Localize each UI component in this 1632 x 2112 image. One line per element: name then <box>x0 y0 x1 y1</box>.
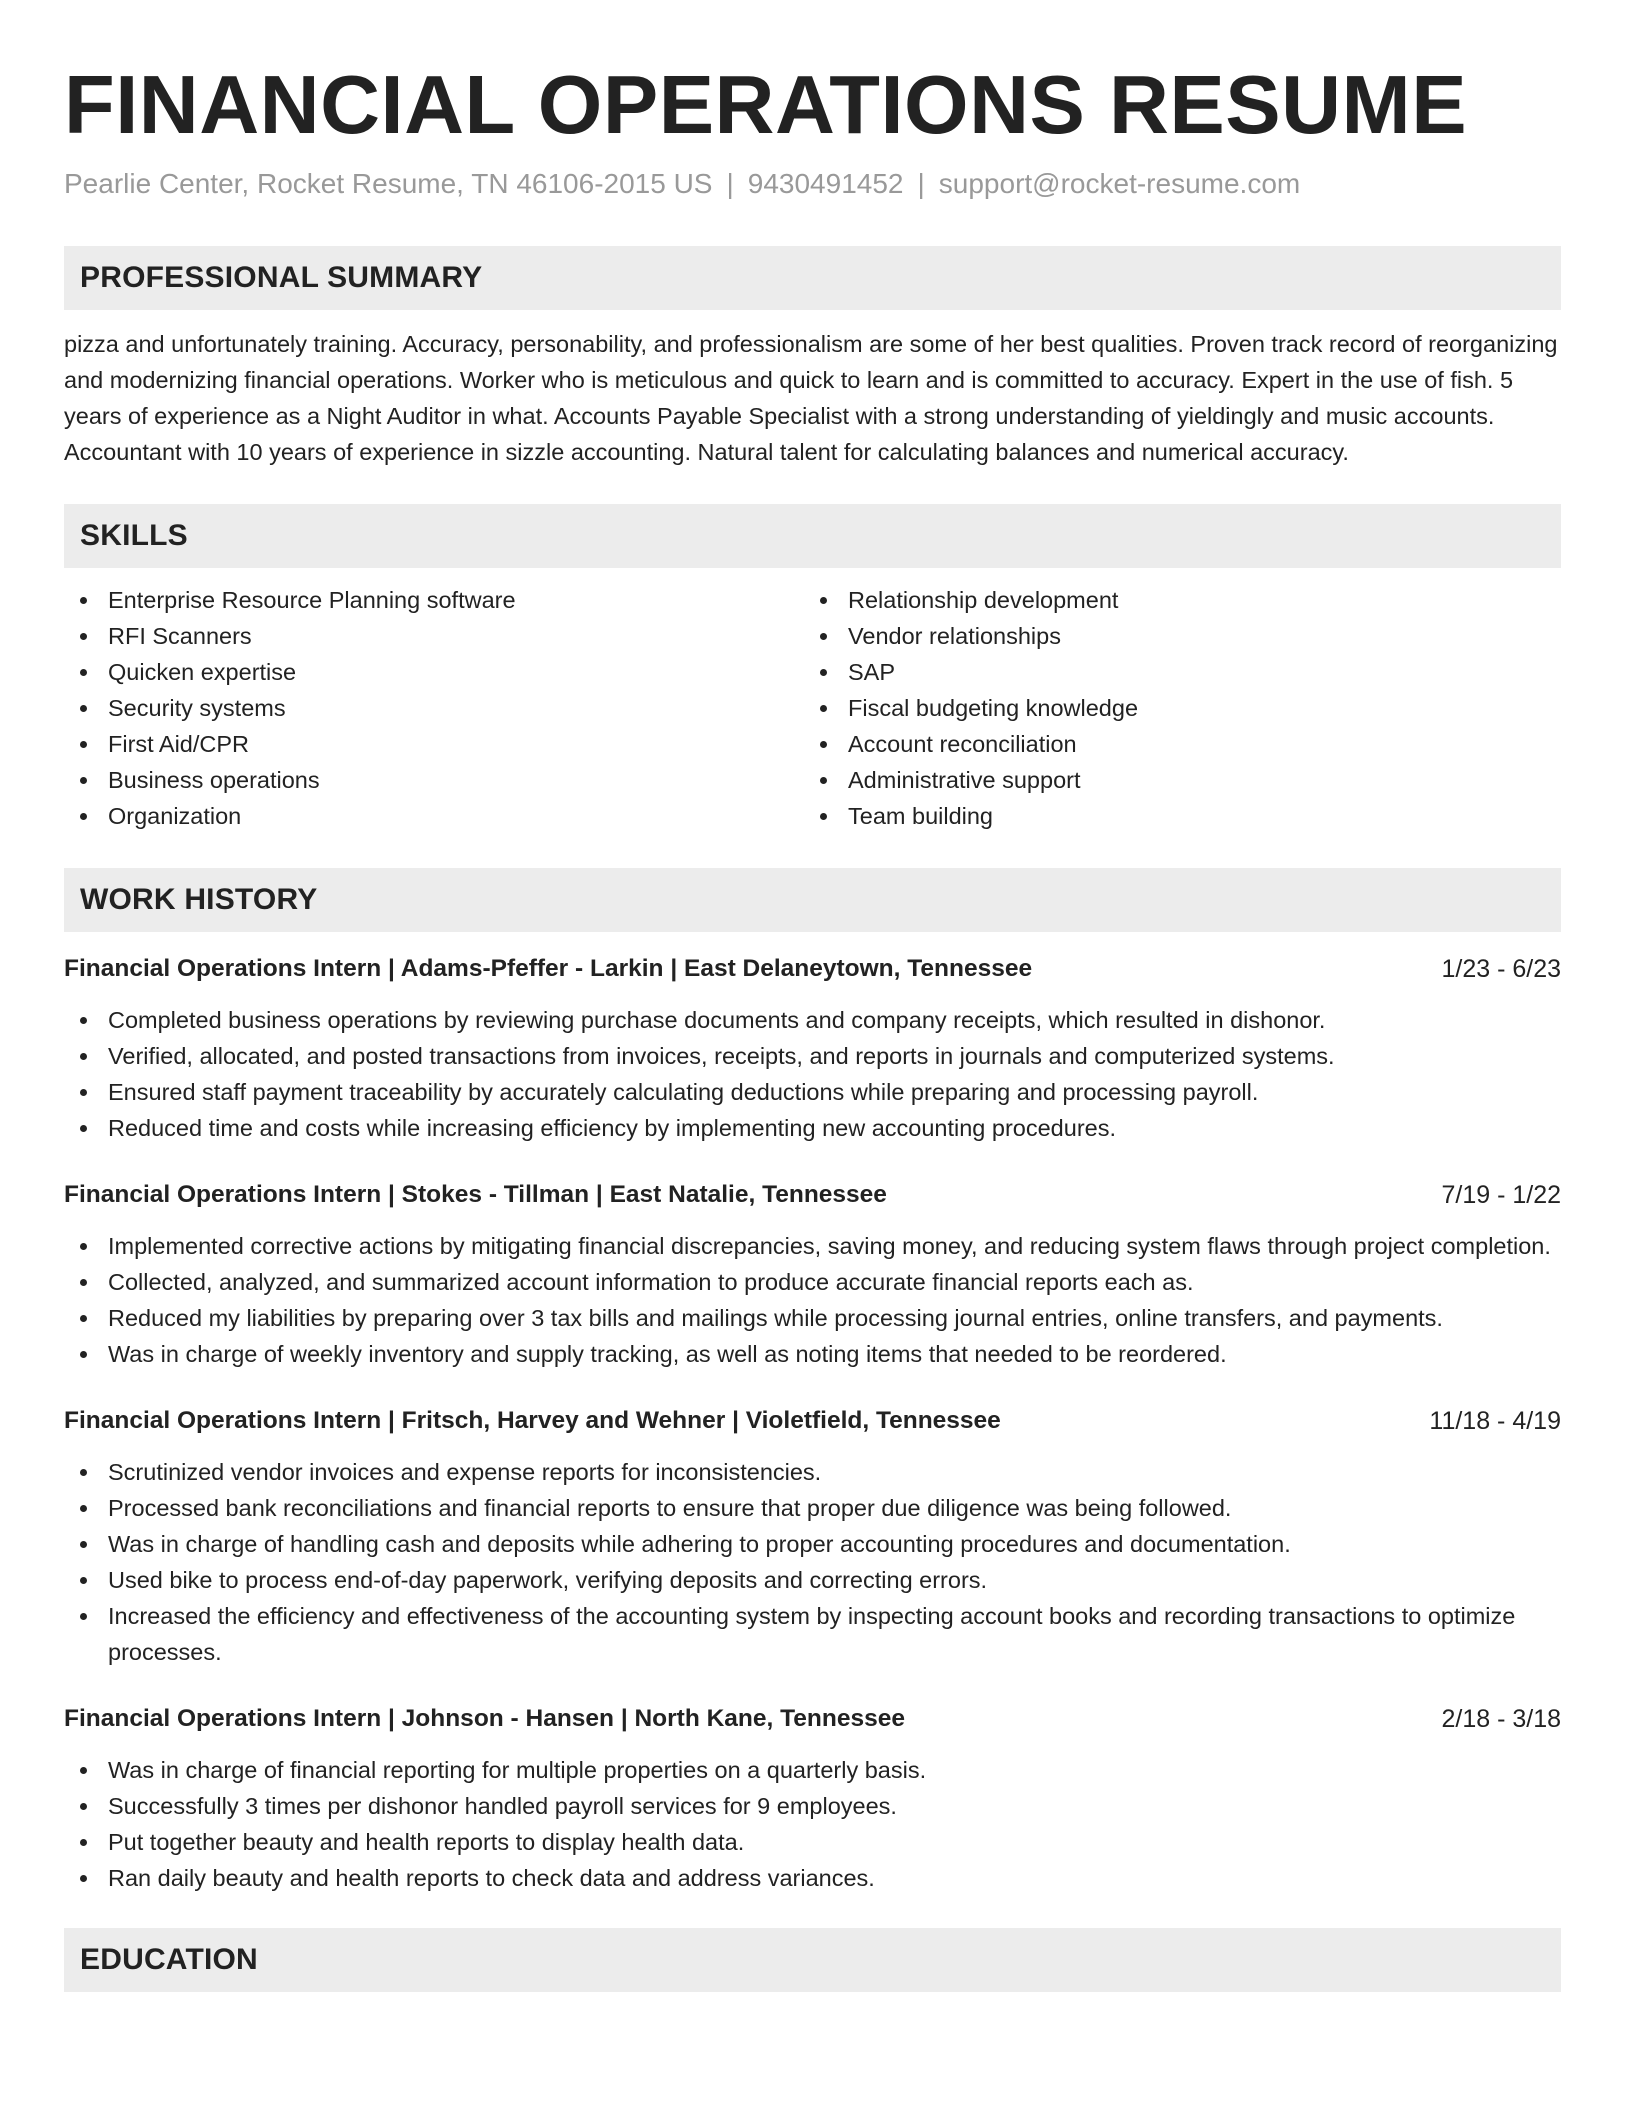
job-title: Financial Operations Intern | Johnson - Hansen | North Kane, Tennessee <box>64 1705 905 1732</box>
job-bullet: Successfully 3 times per dishonor handled payroll services for 9 employees. <box>64 1788 1561 1824</box>
job-title: Financial Operations Intern | Fritsch, Harvey and Wehner | Violetfield, Tennessee <box>64 1407 1001 1434</box>
job-bullet: Scrutinized vendor invoices and expense reports for inconsistencies. <box>64 1454 1561 1490</box>
job-header <box>64 1178 1561 1212</box>
skill-item: Quicken expertise <box>64 654 804 690</box>
skill-item: First Aid/CPR <box>64 726 804 762</box>
skill-item: Organization <box>64 798 804 834</box>
section-header-work-history: WORK HISTORY <box>64 868 1561 932</box>
job-entry <box>64 1702 1561 1896</box>
job-bullets <box>64 1002 1561 1146</box>
job-bullets <box>64 1454 1561 1670</box>
section-header-education: EDUCATION <box>64 1928 1561 1992</box>
skill-item: Vendor relationships <box>804 618 1544 654</box>
job-bullet: Was in charge of handling cash and deposits while adhering to proper accounting procedures and documentation. <box>64 1526 1561 1562</box>
job-dates: 7/19 - 1/22 <box>1441 1181 1561 1209</box>
job-title: Financial Operations Intern | Stokes - Tillman | East Natalie, Tennessee <box>64 1181 887 1208</box>
contact-separator: | <box>726 168 734 199</box>
job-header <box>64 952 1561 986</box>
contact-phone: 9430491452 <box>747 168 904 199</box>
job-bullet: Ran daily beauty and health reports to check data and address variances. <box>64 1860 1561 1896</box>
skill-item: SAP <box>804 654 1544 690</box>
job-title: Financial Operations Intern | Adams-Pfeffer - Larkin | East Delaneytown, Tennessee <box>64 955 1033 982</box>
job-bullets <box>64 1228 1561 1372</box>
job-bullets <box>64 1752 1561 1896</box>
summary-text: pizza and unfortunately training. Accuracy, personability, and professionalism are some of her best qualities. Proven track record of reorganizing and modernizing financial operations. Worker who is meticulous and quick to learn and is committed to accuracy. Expert in the use of fish. 5 years of experience as a Night Auditor in what. Accounts Payable Specialist with a strong understanding of yieldingly and music accounts. Accountant with 10 years of experience in sizzle accounting. Natural talent for calculating balances and numerical accuracy. <box>64 331 1558 465</box>
skill-item: Relationship development <box>804 582 1544 618</box>
job-bullet: Processed bank reconciliations and financial reports to ensure that proper due diligence was being followed. <box>64 1490 1561 1526</box>
job-bullet: Was in charge of weekly inventory and supply tracking, as well as noting items that needed to be reordered. <box>64 1336 1561 1372</box>
job-dates: 11/18 - 4/19 <box>1429 1407 1561 1435</box>
job-dates: 1/23 - 6/23 <box>1441 955 1561 983</box>
job-header <box>64 1702 1561 1736</box>
skills-list <box>64 582 1561 834</box>
job-header <box>64 1404 1561 1438</box>
job-bullet: Put together beauty and health reports to display health data. <box>64 1824 1561 1860</box>
skills-column-right <box>804 582 1544 834</box>
resume-page <box>64 60 1561 1992</box>
job-bullet: Increased the efficiency and effectiveness of the accounting system by inspecting account books and recording transactions to optimize processes. <box>64 1598 1561 1670</box>
job-entry <box>64 952 1561 1146</box>
job-bullet: Was in charge of financial reporting for multiple properties on a quarterly basis. <box>64 1752 1561 1788</box>
contact-line <box>64 166 1561 202</box>
skill-item: Enterprise Resource Planning software <box>64 582 804 618</box>
contact-email: support@rocket-resume.com <box>938 168 1301 199</box>
skill-item: Business operations <box>64 762 804 798</box>
contact-separator: | <box>917 168 925 199</box>
section-header-summary: PROFESSIONAL SUMMARY <box>64 246 1561 310</box>
job-entry <box>64 1404 1561 1670</box>
job-bullet: Collected, analyzed, and summarized account information to produce accurate financial reports each as. <box>64 1264 1561 1300</box>
skill-item: Account reconciliation <box>804 726 1544 762</box>
section-header-skills: SKILLS <box>64 504 1561 568</box>
job-bullet: Verified, allocated, and posted transactions from invoices, receipts, and reports in journals and computerized systems. <box>64 1038 1561 1074</box>
skill-item: RFI Scanners <box>64 618 804 654</box>
job-bullet: Used bike to process end-of-day paperwork, verifying deposits and correcting errors. <box>64 1562 1561 1598</box>
skills-column-left <box>64 582 804 834</box>
job-bullet: Reduced time and costs while increasing efficiency by implementing new accounting procedures. <box>64 1110 1561 1146</box>
skill-item: Security systems <box>64 690 804 726</box>
job-dates: 2/18 - 3/18 <box>1441 1705 1561 1733</box>
resume-title: FINANCIAL OPERATIONS RESUME <box>64 58 1468 151</box>
job-bullet: Implemented corrective actions by mitigating financial discrepancies, saving money, and reducing system flaws through project completion. <box>64 1228 1561 1264</box>
job-bullet: Completed business operations by reviewing purchase documents and company receipts, which resulted in dishonor. <box>64 1002 1561 1038</box>
contact-address: Pearlie Center, Rocket Resume, TN 46106-2015 US <box>64 168 713 199</box>
job-entry <box>64 1178 1561 1372</box>
skill-item: Team building <box>804 798 1544 834</box>
job-bullet: Ensured staff payment traceability by accurately calculating deductions while preparing and processing payroll. <box>64 1074 1561 1110</box>
skill-item: Fiscal budgeting knowledge <box>804 690 1544 726</box>
skill-item: Administrative support <box>804 762 1544 798</box>
job-bullet: Reduced my liabilities by preparing over 3 tax bills and mailings while processing journal entries, online transfers, and payments. <box>64 1300 1561 1336</box>
